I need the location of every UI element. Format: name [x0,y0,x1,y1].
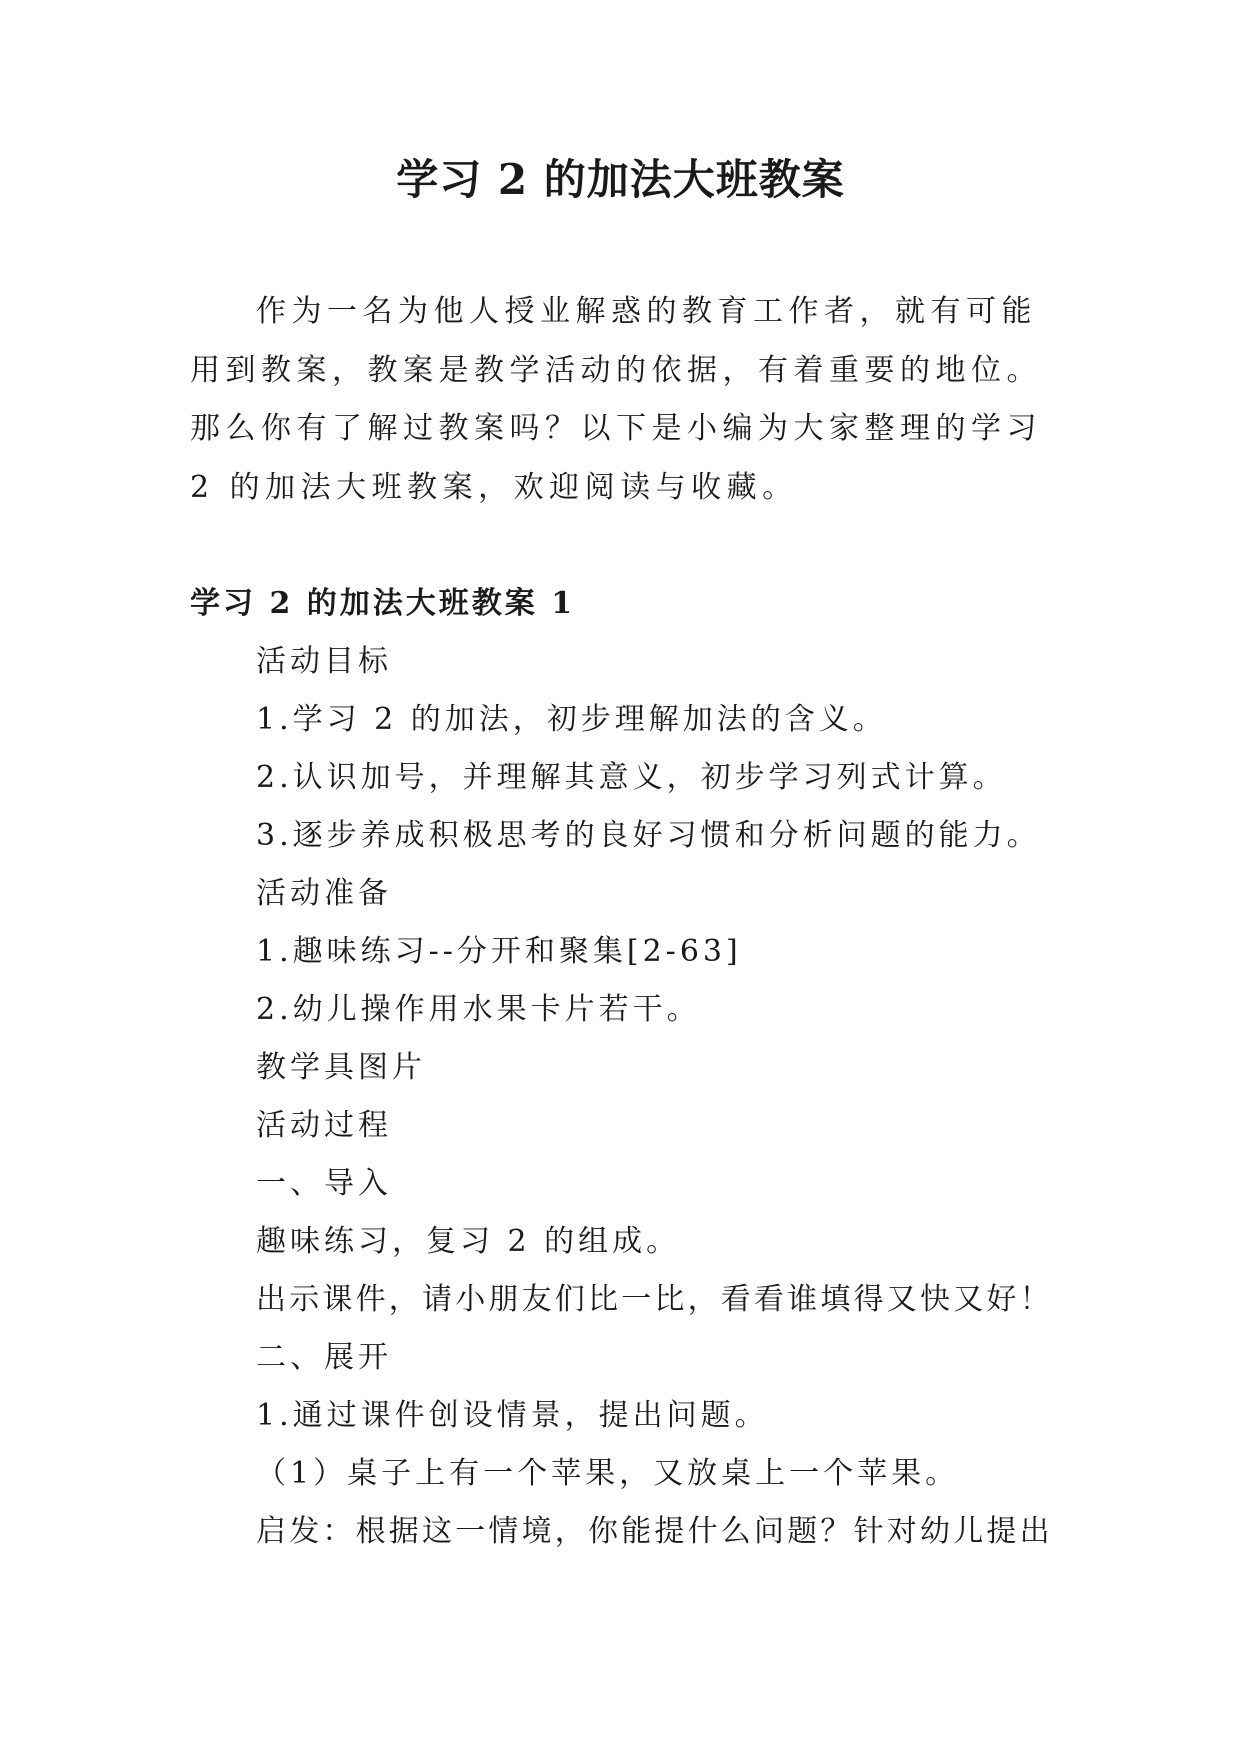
text-line-inspire: 启发：根据这一情境，你能提什么问题？针对幼儿提出 [256,1514,1053,1549]
text-line-step-expand: 二、展开 [256,1340,392,1375]
text-line-goal-2: 2.认识加号，并理解其意义，初步学习列式计算。 [256,760,1007,795]
text-line-step-intro: 一、导入 [256,1166,392,1201]
text-line-goal-1: 1.学习 2 的加法，初步理解加法的含义。 [256,702,887,737]
text-line-activity-prep: 活动准备 [256,876,392,911]
text-line-practice: 趣味练习，复习 2 的组成。 [256,1224,681,1259]
section-heading: 学习 2 的加法大班教案 1 [190,586,576,621]
text-line-show-courseware: 出示课件，请小朋友们比一比，看看谁填得又快又好！ [256,1282,1053,1317]
document-title: 学习 2 的加法大班教案 [396,155,845,204]
text-line-expand-1-1: （1）桌子上有一个苹果，又放桌上一个苹果。 [256,1456,960,1491]
text-line-expand-1: 1.通过课件创设情景，提出问题。 [256,1398,769,1433]
intro-paragraph: 作为一名为他人授业解惑的教育工作者，就有可能用到教案，教案是教学活动的依据，有着重要的地位。那么你有了解过教案吗？以下是小编为大家整理的学习 2 的加法大班教案，欢迎阅读与收藏。 [190,294,1042,505]
text-line-activity-process: 活动过程 [256,1108,392,1143]
lesson-body [256,633,1053,1561]
text-line-prep-2: 2.幼儿操作用水果卡片若干。 [256,992,701,1027]
text-line-goal-3: 3.逐步养成积极思考的良好习惯和分析问题的能力。 [256,818,1041,853]
text-line-activity-goals: 活动目标 [256,644,392,679]
text-line-teaching-aids: 教学具图片 [256,1050,426,1085]
text-line-prep-1: 1.趣味练习--分开和聚集[2-63] [256,934,742,969]
